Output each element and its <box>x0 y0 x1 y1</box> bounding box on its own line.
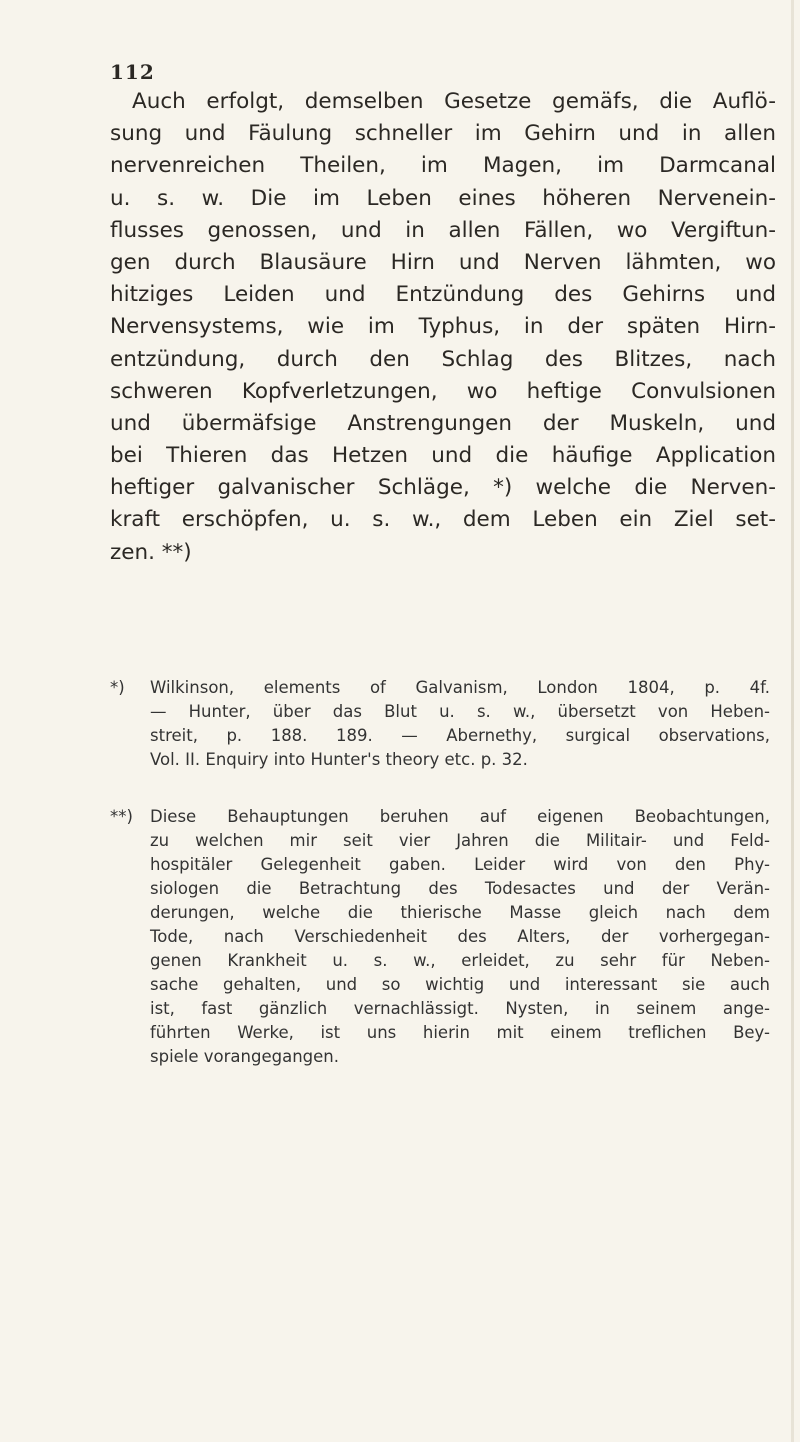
footnote-line: sache gehalten, und so wichtig und interessant sie auch <box>150 975 770 994</box>
footnote-line <box>110 676 770 700</box>
footnote-line: derungen, welche die thierische Masse gleich nach dem <box>150 903 770 922</box>
footnote-line: streit, p. 188. 189. — Abernethy, surgical observations, <box>150 726 770 745</box>
paragraph-line: und übermäfsige Anstrengungen der Muskeln, und <box>110 410 776 436</box>
footnote-line: führten Werke, ist uns hierin mit einem treflichen Bey- <box>150 1023 770 1042</box>
paragraph-line: kraft erschöpfen, u. s. w., dem Leben ein Ziel set- <box>110 507 776 533</box>
footnote-line: Vol. II. Enquiry into Hunter's theory etc. p. 32. <box>150 750 528 769</box>
footnote-2 <box>110 805 770 1069</box>
main-paragraph <box>110 86 776 569</box>
paragraph-line: flusses genossen, und in allen Fällen, wo Vergiftun- <box>110 217 776 243</box>
footnote-marker: *) <box>110 678 125 697</box>
paragraph-line: u. s. w. Die im Leben eines höheren Nervenein- <box>110 185 776 211</box>
paragraph-line: nervenreichen Theilen, im Magen, im Darmcanal <box>110 153 776 179</box>
footnote-line: Tode, nach Verschiedenheit des Alters, der vorhergegan- <box>150 927 770 946</box>
paragraph-line: schweren Kopfverletzungen, wo heftige Convulsionen <box>110 378 776 404</box>
footnote-marker: **) <box>110 807 133 826</box>
paragraph-line: bei Thieren das Hetzen und die häufige Application <box>110 443 776 469</box>
footnote-line: ist, fast gänzlich vernachlässigt. Nysten, in seinem ange- <box>150 999 770 1018</box>
paragraph-line: Auch erfolgt, demselben Gesetze gemäfs, die Auflö- <box>132 89 776 114</box>
footnote-line: zu welchen mir seit vier Jahren die Militair- und Feld- <box>150 831 770 850</box>
footnote-text: Diese Behauptungen beruhen auf eigenen Beobachtungen, <box>150 807 770 826</box>
paragraph-line: heftiger galvanischer Schläge, *) welche die Nerven- <box>110 475 776 501</box>
paragraph-line: Nervensystems, wie im Typhus, in der späten Hirn- <box>110 314 776 340</box>
page-edge <box>791 0 794 1442</box>
footnote-text: Wilkinson, elements of Galvanism, London 1804, p. 4f. <box>150 678 770 697</box>
paragraph-line: entzündung, durch den Schlag des Blitzes, nach <box>110 346 776 372</box>
footnote-line: — Hunter, über das Blut u. s. w., übersetzt von Heben- <box>150 702 770 721</box>
footnote-line: genen Krankheit u. s. w., erleidet, zu sehr für Neben- <box>150 951 770 970</box>
paragraph-line: gen durch Blausäure Hirn und Nerven lähmten, wo <box>110 249 776 275</box>
footnote-line: hospitäler Gelegenheit gaben. Leider wird von den Phy- <box>150 855 770 874</box>
footnote-line <box>110 805 770 829</box>
footnote-1 <box>110 676 770 772</box>
paragraph-line: zen. **) <box>110 539 192 565</box>
footnote-line: siologen die Betrachtung des Todesactes und der Verän- <box>150 879 770 898</box>
page-number: 112 <box>110 60 155 84</box>
footnote-line: spiele vorangegangen. <box>150 1047 339 1066</box>
paragraph-line: hitziges Leiden und Entzündung des Gehirns und <box>110 282 776 308</box>
paragraph-line: sung und Fäulung schneller im Gehirn und in allen <box>110 121 776 147</box>
